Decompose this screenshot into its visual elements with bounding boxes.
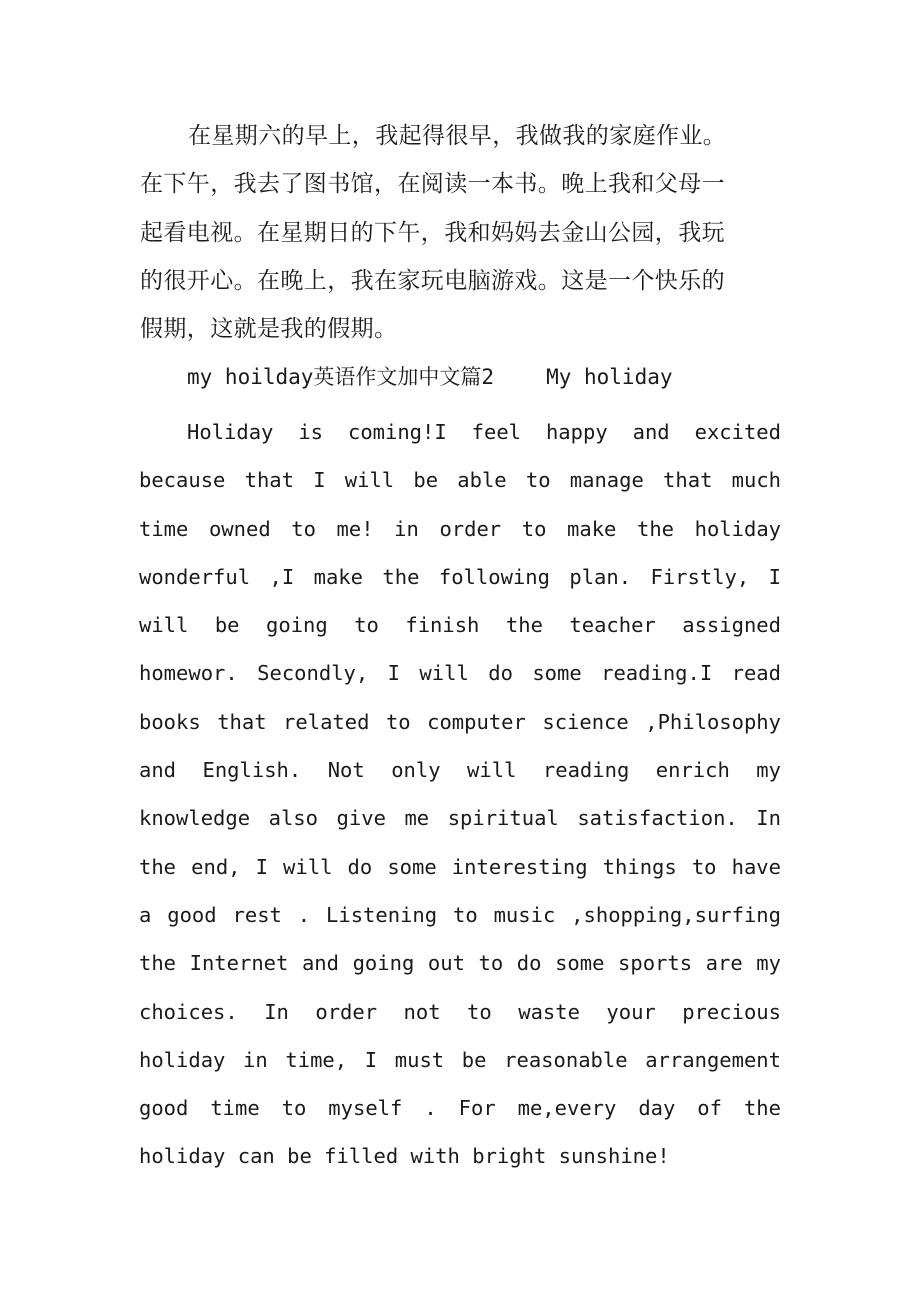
paragraph-line: holiday can be filled with bright sunshine! — [139, 1144, 670, 1169]
section-label: my hoilday英语作文加中文篇2 — [187, 365, 495, 389]
paragraph-line: holiday in time, I must be reasonable arrangement — [139, 1047, 781, 1072]
paragraph-line: Holiday is coming!I feel happy and excited — [187, 420, 781, 444]
paragraph-line: because that I will be able to manage that much — [139, 468, 781, 493]
paragraph-line: knowledge also give me spiritual satisfaction. In — [139, 806, 781, 831]
paragraph-line: books that related to computer science ,Philosophy — [139, 709, 781, 734]
paragraph-line: homewor. Secondly, I will do some reading.I read — [139, 661, 781, 686]
english-paragraph — [139, 408, 781, 1181]
paragraph-line: 假期，这就是我的假期。 — [140, 316, 398, 343]
paragraph-line: a good rest . Listening to music ,shopping,surfing — [139, 902, 781, 927]
chinese-paragraph — [140, 112, 781, 353]
paragraph-line: and English. Not only will reading enrich my — [139, 758, 781, 783]
paragraph-line: the end, I will do some interesting things to have — [139, 854, 781, 879]
paragraph-line: good time to myself . For me,every day of the — [139, 1096, 781, 1121]
paragraph-line: 在星期六的早上，我起得很早，我做我的家庭作业。 — [188, 123, 727, 149]
paragraph-line: will be going to finish the teacher assigned — [139, 613, 781, 638]
paragraph-line: time owned to me! in order to make the holiday — [139, 516, 781, 541]
paragraph-line: 起看电视。在星期日的下午，我和妈妈去金山公园，我玩 — [140, 219, 725, 246]
section-heading — [187, 355, 673, 399]
paragraph-line: 的很开心。在晚上，我在家玩电脑游戏。这是一个快乐的 — [140, 267, 725, 294]
paragraph-line: 在下午，我去了图书馆，在阅读一本书。晚上我和父母一 — [140, 171, 725, 198]
paragraph-line: wonderful ,I make the following plan. Firstly, I — [139, 564, 781, 589]
paragraph-line: choices. In order not to waste your precious — [139, 999, 781, 1024]
section-title: My holiday — [546, 365, 673, 389]
paragraph-line: the Internet and going out to do some sports are my — [139, 951, 781, 976]
